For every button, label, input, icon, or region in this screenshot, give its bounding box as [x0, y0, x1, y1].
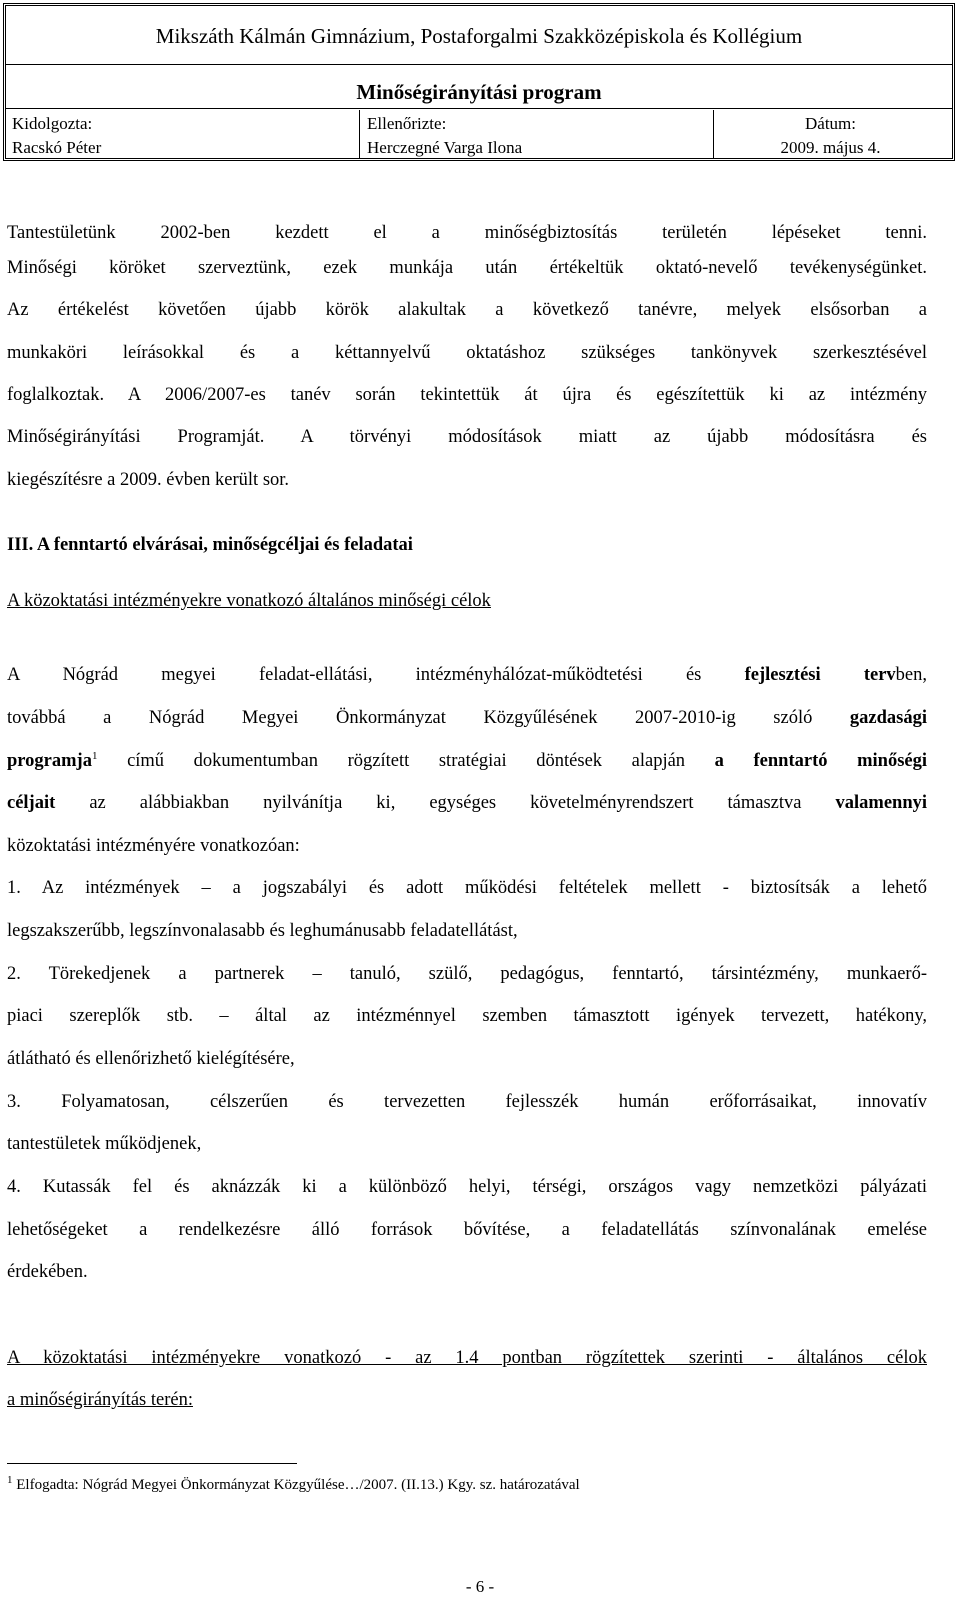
intro-line: Minőségirányítási Programját. A törvényi módosítások miatt az újabb módosításra és	[7, 427, 927, 447]
list-line: tantestületek működjenek,	[7, 1134, 202, 1154]
paragraph-line	[7, 708, 927, 729]
bold-text: programja	[7, 751, 92, 772]
intro-line: Tantestületünk 2002-ben kezdett el a minőségbiztosítás területén lépéseket tenni.	[7, 223, 927, 243]
text-run: című dokumentumban rögzített stratégiai döntések alapján	[127, 751, 686, 772]
bold-text: céljait	[7, 793, 56, 813]
list-line: piaci szereplők stb. – által az intézménnyel szemben támasztott igények tervezett, hatékony,	[7, 1006, 927, 1026]
bold-text: a fenntartó minőségi	[714, 751, 927, 772]
checked-label: Ellenőrizte:	[367, 114, 447, 133]
footnote-text: Elfogadta: Nógrád Megyei Önkormányzat Közgyűlése…/2007. (II.13.) Kgy. sz. határozatával	[16, 1477, 580, 1493]
footnote-separator	[7, 1463, 297, 1464]
school-name: Mikszáth Kálmán Gimnázium, Postaforgalmi Szakközépiskola és Kollégium	[155, 24, 803, 48]
page-number: - 6 -	[465, 1577, 495, 1596]
intro-line: munkaköri leírásokkal és a kéttannyelvű oktatáshoz szükséges tankönyvek szerkesztésével	[7, 343, 927, 363]
subheading-quality-goals: A közoktatási intézményekre vonatkozó - az 1.4 pontban rögzítettek szerinti - általános célok	[7, 1348, 927, 1368]
list-line: legszakszerűbb, legszínvonalasabb és leghumánusabb feladatellátást,	[7, 921, 518, 941]
list-line: 3. Folyamatosan, célszerűen és tervezetten fejlesszék humán erőforrásaikat, innovatív	[7, 1092, 927, 1112]
bold-text: fejlesztési terv	[744, 665, 896, 685]
prepared-by-cell	[12, 112, 101, 160]
paragraph-line	[7, 665, 927, 686]
date-label: Dátum:	[805, 114, 856, 133]
date-cell	[718, 112, 943, 160]
footnote-mark: 1	[7, 1474, 13, 1486]
text-run: az alábbiakban nyilvánítja ki, egységes követelményrendszert támasztva	[89, 793, 802, 813]
subheading-general-goals: A közoktatási intézményekre vonatkozó általános minőségi célok	[7, 591, 491, 611]
paragraph-line: közoktatási intézményére vonatkozóan:	[7, 836, 300, 856]
checked-by-cell	[367, 112, 522, 160]
intro-line: Az értékelést követően újabb körök alakultak a következő tanévre, melyek elsősorban a	[7, 300, 927, 320]
subheading-quality-goals-cont: a minőségirányítás terén:	[7, 1390, 193, 1410]
section-heading: III. A fenntartó elvárásai, minőségcéljai és feladatai	[7, 535, 413, 555]
footnote-ref: 1	[91, 750, 98, 762]
program-title: Minőségirányítási program	[356, 80, 602, 104]
footnote	[7, 1474, 580, 1494]
bold-text: gazdasági	[849, 708, 928, 728]
intro-line: foglalkoztak. A 2006/2007-es tanév során tekintettük át újra és egészítettük ki az intézmény	[7, 385, 927, 405]
prepared-name: Racskó Péter	[12, 138, 102, 157]
intro-line: Minőségi köröket szerveztünk, ezek munkája után értékeltük oktató-nevelő tevékenységünket.	[7, 258, 927, 278]
document-header	[3, 3, 955, 161]
list-line: 2. Törekedjenek a partnerek – tanuló, szülő, pedagógus, fenntartó, társintézmény, munkaerő-	[7, 964, 927, 984]
prepared-label: Kidolgozta:	[12, 114, 93, 133]
checked-name: Herczegné Varga Ilona	[367, 138, 523, 157]
list-line: átlátható és ellenőrizhető kielégítésére,	[7, 1049, 295, 1069]
header-cell-divider	[713, 110, 714, 158]
list-line: 1. Az intézmények – a jogszabályi és adott működési feltételek mellett - biztosítsák a lehető	[7, 878, 927, 898]
intro-line: kiegészítésre a 2009. évben került sor.	[7, 470, 290, 490]
header-cell-divider	[359, 110, 360, 158]
header-divider	[6, 64, 952, 65]
date-value: 2009. május 4.	[780, 138, 881, 157]
header-divider	[6, 108, 952, 109]
text-run: ben,	[895, 665, 928, 685]
text-run: továbbá a Nógrád Megyei Önkormányzat Közgyűlésének 2007-2010-ig szóló	[7, 708, 813, 728]
text-run: A Nógrád megyei feladat-ellátási, intézményhálózat-működtetési és	[7, 665, 702, 685]
list-line: érdekében.	[7, 1262, 88, 1282]
paragraph-line	[7, 750, 927, 772]
list-line: 4. Kutassák fel és aknázzák ki a különböző helyi, térségi, országos vagy nemzetközi pályázati	[7, 1177, 927, 1197]
paragraph-line	[7, 793, 927, 814]
list-line: lehetőségeket a rendelkezésre álló források bővítése, a feladatellátás színvonalának emelése	[7, 1220, 927, 1240]
bold-text: valamennyi	[835, 793, 928, 813]
